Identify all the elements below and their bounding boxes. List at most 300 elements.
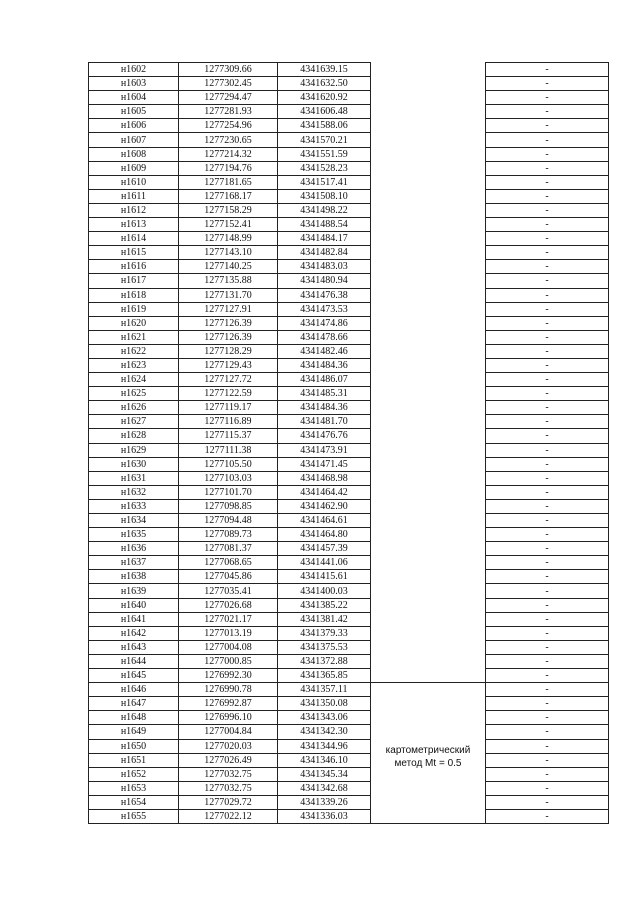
method-cell bbox=[371, 640, 486, 654]
y-coordinate-cell: 4341484.17 bbox=[278, 232, 371, 246]
point-id-cell: н1619 bbox=[89, 302, 179, 316]
y-coordinate-cell: 4341350.08 bbox=[278, 697, 371, 711]
x-coordinate-cell: 1277022.12 bbox=[179, 809, 278, 823]
accuracy-cell: - bbox=[486, 119, 609, 133]
table-row bbox=[89, 147, 609, 161]
method-cell bbox=[371, 514, 486, 528]
accuracy-cell: - bbox=[486, 401, 609, 415]
x-coordinate-cell: 1277020.03 bbox=[179, 739, 278, 753]
x-coordinate-cell: 1277194.76 bbox=[179, 161, 278, 175]
point-id-cell: н1623 bbox=[89, 358, 179, 372]
y-coordinate-cell: 4341476.76 bbox=[278, 429, 371, 443]
x-coordinate-cell: 1277013.19 bbox=[179, 626, 278, 640]
point-id-cell: н1647 bbox=[89, 697, 179, 711]
accuracy-cell: - bbox=[486, 711, 609, 725]
y-coordinate-cell: 4341385.22 bbox=[278, 598, 371, 612]
y-coordinate-cell: 4341343.06 bbox=[278, 711, 371, 725]
x-coordinate-cell: 1277029.72 bbox=[179, 795, 278, 809]
y-coordinate-cell: 4341588.06 bbox=[278, 119, 371, 133]
table-row bbox=[89, 175, 609, 189]
table-row bbox=[89, 612, 609, 626]
accuracy-cell: - bbox=[486, 274, 609, 288]
point-id-cell: н1620 bbox=[89, 316, 179, 330]
y-coordinate-cell: 4341483.03 bbox=[278, 260, 371, 274]
y-coordinate-cell: 4341474.86 bbox=[278, 316, 371, 330]
x-coordinate-cell: 1277000.85 bbox=[179, 654, 278, 668]
point-id-cell: н1608 bbox=[89, 147, 179, 161]
x-coordinate-cell: 1277135.88 bbox=[179, 274, 278, 288]
x-coordinate-cell: 1277032.75 bbox=[179, 767, 278, 781]
method-cell bbox=[371, 175, 486, 189]
method-cell bbox=[371, 358, 486, 372]
accuracy-cell: - bbox=[486, 443, 609, 457]
table-row bbox=[89, 443, 609, 457]
y-coordinate-cell: 4341632.50 bbox=[278, 77, 371, 91]
method-cell bbox=[371, 274, 486, 288]
method-cell bbox=[371, 654, 486, 668]
accuracy-cell: - bbox=[486, 683, 609, 697]
method-cell bbox=[371, 77, 486, 91]
x-coordinate-cell: 1277094.48 bbox=[179, 514, 278, 528]
table-row bbox=[89, 387, 609, 401]
x-coordinate-cell: 1277129.43 bbox=[179, 358, 278, 372]
x-coordinate-cell: 1277122.59 bbox=[179, 387, 278, 401]
method-cell bbox=[371, 344, 486, 358]
y-coordinate-cell: 4341464.61 bbox=[278, 514, 371, 528]
method-cell bbox=[371, 457, 486, 471]
point-id-cell: н1630 bbox=[89, 457, 179, 471]
x-coordinate-cell: 1277214.32 bbox=[179, 147, 278, 161]
point-id-cell: н1643 bbox=[89, 640, 179, 654]
y-coordinate-cell: 4341468.98 bbox=[278, 471, 371, 485]
point-id-cell: н1611 bbox=[89, 189, 179, 203]
y-coordinate-cell: 4341482.46 bbox=[278, 344, 371, 358]
x-coordinate-cell: 1277168.17 bbox=[179, 189, 278, 203]
table-row bbox=[89, 63, 609, 77]
x-coordinate-cell: 1277035.41 bbox=[179, 584, 278, 598]
method-cell bbox=[371, 387, 486, 401]
accuracy-cell: - bbox=[486, 471, 609, 485]
accuracy-cell: - bbox=[486, 260, 609, 274]
x-coordinate-cell: 1277103.03 bbox=[179, 471, 278, 485]
y-coordinate-cell: 4341482.84 bbox=[278, 246, 371, 260]
point-id-cell: н1617 bbox=[89, 274, 179, 288]
method-cell bbox=[371, 232, 486, 246]
table-row bbox=[89, 683, 609, 697]
accuracy-cell: - bbox=[486, 669, 609, 683]
accuracy-cell: - bbox=[486, 556, 609, 570]
y-coordinate-cell: 4341365.85 bbox=[278, 669, 371, 683]
accuracy-cell: - bbox=[486, 373, 609, 387]
point-id-cell: н1648 bbox=[89, 711, 179, 725]
accuracy-cell: - bbox=[486, 753, 609, 767]
x-coordinate-cell: 1277004.08 bbox=[179, 640, 278, 654]
y-coordinate-cell: 4341517.41 bbox=[278, 175, 371, 189]
table-row bbox=[89, 471, 609, 485]
y-coordinate-cell: 4341486.07 bbox=[278, 373, 371, 387]
point-id-cell: н1613 bbox=[89, 218, 179, 232]
method-cell bbox=[371, 302, 486, 316]
x-coordinate-cell: 1277127.91 bbox=[179, 302, 278, 316]
accuracy-cell: - bbox=[486, 514, 609, 528]
table-row bbox=[89, 232, 609, 246]
y-coordinate-cell: 4341357.11 bbox=[278, 683, 371, 697]
accuracy-cell: - bbox=[486, 147, 609, 161]
accuracy-cell: - bbox=[486, 795, 609, 809]
x-coordinate-cell: 1277302.45 bbox=[179, 77, 278, 91]
x-coordinate-cell: 1277148.99 bbox=[179, 232, 278, 246]
x-coordinate-cell: 1276990.78 bbox=[179, 683, 278, 697]
accuracy-cell: - bbox=[486, 387, 609, 401]
method-cell bbox=[371, 443, 486, 457]
y-coordinate-cell: 4341379.33 bbox=[278, 626, 371, 640]
accuracy-cell: - bbox=[486, 91, 609, 105]
x-coordinate-cell: 1276996.10 bbox=[179, 711, 278, 725]
table-row bbox=[89, 514, 609, 528]
y-coordinate-cell: 4341606.48 bbox=[278, 105, 371, 119]
accuracy-cell: - bbox=[486, 316, 609, 330]
x-coordinate-cell: 1277158.29 bbox=[179, 203, 278, 217]
point-id-cell: н1646 bbox=[89, 683, 179, 697]
point-id-cell: н1603 bbox=[89, 77, 179, 91]
x-coordinate-cell: 1277105.50 bbox=[179, 457, 278, 471]
table-row bbox=[89, 260, 609, 274]
point-id-cell: н1627 bbox=[89, 415, 179, 429]
y-coordinate-cell: 4341476.38 bbox=[278, 288, 371, 302]
table-row bbox=[89, 288, 609, 302]
accuracy-cell: - bbox=[486, 612, 609, 626]
x-coordinate-cell: 1277181.65 bbox=[179, 175, 278, 189]
method-cell bbox=[371, 203, 486, 217]
accuracy-cell: - bbox=[486, 570, 609, 584]
x-coordinate-cell: 1277309.66 bbox=[179, 63, 278, 77]
x-coordinate-cell: 1277032.75 bbox=[179, 781, 278, 795]
x-coordinate-cell: 1277254.96 bbox=[179, 119, 278, 133]
accuracy-cell: - bbox=[486, 528, 609, 542]
point-id-cell: н1652 bbox=[89, 767, 179, 781]
table-row bbox=[89, 429, 609, 443]
point-id-cell: н1641 bbox=[89, 612, 179, 626]
x-coordinate-cell: 1277294.47 bbox=[179, 91, 278, 105]
x-coordinate-cell: 1277026.49 bbox=[179, 753, 278, 767]
table-row bbox=[89, 401, 609, 415]
coordinates-table bbox=[88, 62, 609, 824]
method-cell bbox=[371, 485, 486, 499]
x-coordinate-cell: 1277152.41 bbox=[179, 218, 278, 232]
y-coordinate-cell: 4341528.23 bbox=[278, 161, 371, 175]
x-coordinate-cell: 1277068.65 bbox=[179, 556, 278, 570]
table-row bbox=[89, 119, 609, 133]
method-cell bbox=[371, 429, 486, 443]
accuracy-cell: - bbox=[486, 626, 609, 640]
y-coordinate-cell: 4341342.30 bbox=[278, 725, 371, 739]
x-coordinate-cell: 1277045.86 bbox=[179, 570, 278, 584]
point-id-cell: н1640 bbox=[89, 598, 179, 612]
table-row bbox=[89, 457, 609, 471]
point-id-cell: н1621 bbox=[89, 330, 179, 344]
y-coordinate-cell: 4341488.54 bbox=[278, 218, 371, 232]
table-row bbox=[89, 753, 609, 767]
accuracy-cell: - bbox=[486, 640, 609, 654]
x-coordinate-cell: 1277116.89 bbox=[179, 415, 278, 429]
point-id-cell: н1622 bbox=[89, 344, 179, 358]
point-id-cell: н1629 bbox=[89, 443, 179, 457]
method-cell bbox=[371, 499, 486, 513]
method-cell bbox=[371, 161, 486, 175]
method-cell bbox=[371, 189, 486, 203]
accuracy-cell: - bbox=[486, 584, 609, 598]
x-coordinate-cell: 1277126.39 bbox=[179, 316, 278, 330]
x-coordinate-cell: 1277101.70 bbox=[179, 485, 278, 499]
y-coordinate-cell: 4341400.03 bbox=[278, 584, 371, 598]
table-row bbox=[89, 302, 609, 316]
point-id-cell: н1628 bbox=[89, 429, 179, 443]
x-coordinate-cell: 1277115.37 bbox=[179, 429, 278, 443]
table-row bbox=[89, 344, 609, 358]
y-coordinate-cell: 4341441.06 bbox=[278, 556, 371, 570]
point-id-cell: н1604 bbox=[89, 91, 179, 105]
table-row bbox=[89, 725, 609, 739]
y-coordinate-cell: 4341336.03 bbox=[278, 809, 371, 823]
point-id-cell: н1642 bbox=[89, 626, 179, 640]
point-id-cell: н1631 bbox=[89, 471, 179, 485]
table-row bbox=[89, 330, 609, 344]
table-row bbox=[89, 654, 609, 668]
x-coordinate-cell: 1277230.65 bbox=[179, 133, 278, 147]
x-coordinate-cell: 1276992.87 bbox=[179, 697, 278, 711]
coordinates-table-body bbox=[89, 63, 609, 824]
point-id-cell: н1649 bbox=[89, 725, 179, 739]
y-coordinate-cell: 4341457.39 bbox=[278, 542, 371, 556]
x-coordinate-cell: 1277131.70 bbox=[179, 288, 278, 302]
point-id-cell: н1614 bbox=[89, 232, 179, 246]
accuracy-cell: - bbox=[486, 133, 609, 147]
accuracy-cell: - bbox=[486, 542, 609, 556]
method-cell bbox=[371, 415, 486, 429]
table-row bbox=[89, 189, 609, 203]
table-row bbox=[89, 767, 609, 781]
point-id-cell: н1655 bbox=[89, 809, 179, 823]
point-id-cell: н1645 bbox=[89, 669, 179, 683]
accuracy-cell: - bbox=[486, 105, 609, 119]
point-id-cell: н1650 bbox=[89, 739, 179, 753]
method-cell bbox=[371, 147, 486, 161]
table-row bbox=[89, 570, 609, 584]
table-row bbox=[89, 246, 609, 260]
accuracy-cell: - bbox=[486, 739, 609, 753]
x-coordinate-cell: 1277119.17 bbox=[179, 401, 278, 415]
accuracy-cell: - bbox=[486, 598, 609, 612]
y-coordinate-cell: 4341481.70 bbox=[278, 415, 371, 429]
x-coordinate-cell: 1277143.10 bbox=[179, 246, 278, 260]
table-row bbox=[89, 91, 609, 105]
method-cell bbox=[371, 105, 486, 119]
table-row bbox=[89, 626, 609, 640]
table-row bbox=[89, 640, 609, 654]
point-id-cell: н1633 bbox=[89, 499, 179, 513]
point-id-cell: н1653 bbox=[89, 781, 179, 795]
accuracy-cell: - bbox=[486, 781, 609, 795]
table-row bbox=[89, 485, 609, 499]
y-coordinate-cell: 4341471.45 bbox=[278, 457, 371, 471]
point-id-cell: н1615 bbox=[89, 246, 179, 260]
point-id-cell: н1637 bbox=[89, 556, 179, 570]
table-row bbox=[89, 105, 609, 119]
accuracy-cell: - bbox=[486, 189, 609, 203]
method-cell bbox=[371, 401, 486, 415]
accuracy-cell: - bbox=[486, 429, 609, 443]
point-id-cell: н1612 bbox=[89, 203, 179, 217]
point-id-cell: н1632 bbox=[89, 485, 179, 499]
table-row bbox=[89, 795, 609, 809]
y-coordinate-cell: 4341344.96 bbox=[278, 739, 371, 753]
point-id-cell: н1638 bbox=[89, 570, 179, 584]
method-cell bbox=[371, 119, 486, 133]
method-cell bbox=[371, 91, 486, 105]
point-id-cell: н1607 bbox=[89, 133, 179, 147]
accuracy-cell: - bbox=[486, 415, 609, 429]
table-row bbox=[89, 373, 609, 387]
accuracy-cell: - bbox=[486, 218, 609, 232]
y-coordinate-cell: 4341473.53 bbox=[278, 302, 371, 316]
y-coordinate-cell: 4341381.42 bbox=[278, 612, 371, 626]
y-coordinate-cell: 4341464.80 bbox=[278, 528, 371, 542]
y-coordinate-cell: 4341375.53 bbox=[278, 640, 371, 654]
accuracy-cell: - bbox=[486, 809, 609, 823]
point-id-cell: н1605 bbox=[89, 105, 179, 119]
accuracy-cell: - bbox=[486, 63, 609, 77]
y-coordinate-cell: 4341464.42 bbox=[278, 485, 371, 499]
accuracy-cell: - bbox=[486, 77, 609, 91]
method-cell bbox=[371, 626, 486, 640]
x-coordinate-cell: 1277111.38 bbox=[179, 443, 278, 457]
y-coordinate-cell: 4341473.91 bbox=[278, 443, 371, 457]
accuracy-cell: - bbox=[486, 654, 609, 668]
y-coordinate-cell: 4341570.21 bbox=[278, 133, 371, 147]
y-coordinate-cell: 4341639.15 bbox=[278, 63, 371, 77]
table-row bbox=[89, 584, 609, 598]
y-coordinate-cell: 4341551.59 bbox=[278, 147, 371, 161]
point-id-cell: н1625 bbox=[89, 387, 179, 401]
accuracy-cell: - bbox=[486, 725, 609, 739]
method-cell bbox=[371, 556, 486, 570]
point-id-cell: н1635 bbox=[89, 528, 179, 542]
method-cell bbox=[371, 612, 486, 626]
table-row bbox=[89, 598, 609, 612]
method-cell bbox=[371, 330, 486, 344]
x-coordinate-cell: 1277128.29 bbox=[179, 344, 278, 358]
y-coordinate-cell: 4341508.10 bbox=[278, 189, 371, 203]
table-row bbox=[89, 809, 609, 823]
point-id-cell: н1618 bbox=[89, 288, 179, 302]
table-row bbox=[89, 133, 609, 147]
accuracy-cell: - bbox=[486, 344, 609, 358]
table-row bbox=[89, 218, 609, 232]
x-coordinate-cell: 1277098.85 bbox=[179, 499, 278, 513]
accuracy-cell: - bbox=[486, 246, 609, 260]
x-coordinate-cell: 1277127.72 bbox=[179, 373, 278, 387]
method-cell bbox=[371, 471, 486, 485]
table-row bbox=[89, 781, 609, 795]
y-coordinate-cell: 4341478.66 bbox=[278, 330, 371, 344]
point-id-cell: н1634 bbox=[89, 514, 179, 528]
accuracy-cell: - bbox=[486, 203, 609, 217]
table-row bbox=[89, 203, 609, 217]
point-id-cell: н1610 bbox=[89, 175, 179, 189]
x-coordinate-cell: 1277126.39 bbox=[179, 330, 278, 344]
point-id-cell: н1639 bbox=[89, 584, 179, 598]
method-cell bbox=[371, 316, 486, 330]
table-row bbox=[89, 161, 609, 175]
table-row bbox=[89, 358, 609, 372]
point-id-cell: н1636 bbox=[89, 542, 179, 556]
accuracy-cell: - bbox=[486, 232, 609, 246]
point-id-cell: н1609 bbox=[89, 161, 179, 175]
method-cell bbox=[371, 246, 486, 260]
y-coordinate-cell: 4341484.36 bbox=[278, 401, 371, 415]
method-cell bbox=[371, 598, 486, 612]
method-cell bbox=[371, 133, 486, 147]
point-id-cell: н1616 bbox=[89, 260, 179, 274]
method-cell bbox=[371, 669, 486, 683]
method-cell bbox=[371, 570, 486, 584]
method-cell bbox=[371, 528, 486, 542]
table-row bbox=[89, 542, 609, 556]
point-id-cell: н1602 bbox=[89, 63, 179, 77]
table-row bbox=[89, 556, 609, 570]
x-coordinate-cell: 1276992.30 bbox=[179, 669, 278, 683]
table-row bbox=[89, 316, 609, 330]
accuracy-cell: - bbox=[486, 161, 609, 175]
method-cell bbox=[371, 288, 486, 302]
point-id-cell: н1651 bbox=[89, 753, 179, 767]
y-coordinate-cell: 4341339.26 bbox=[278, 795, 371, 809]
y-coordinate-cell: 4341620.92 bbox=[278, 91, 371, 105]
accuracy-cell: - bbox=[486, 358, 609, 372]
point-id-cell: н1654 bbox=[89, 795, 179, 809]
x-coordinate-cell: 1277026.68 bbox=[179, 598, 278, 612]
table-row bbox=[89, 711, 609, 725]
point-id-cell: н1624 bbox=[89, 373, 179, 387]
x-coordinate-cell: 1277021.17 bbox=[179, 612, 278, 626]
method-cell bbox=[371, 373, 486, 387]
y-coordinate-cell: 4341462.90 bbox=[278, 499, 371, 513]
method-cell bbox=[371, 542, 486, 556]
x-coordinate-cell: 1277140.25 bbox=[179, 260, 278, 274]
y-coordinate-cell: 4341415.61 bbox=[278, 570, 371, 584]
y-coordinate-cell: 4341346.10 bbox=[278, 753, 371, 767]
method-cell bbox=[371, 63, 486, 77]
x-coordinate-cell: 1277281.93 bbox=[179, 105, 278, 119]
method-cell bbox=[371, 260, 486, 274]
point-id-cell: н1626 bbox=[89, 401, 179, 415]
accuracy-cell: - bbox=[486, 499, 609, 513]
accuracy-cell: - bbox=[486, 485, 609, 499]
table-row bbox=[89, 739, 609, 753]
table-row bbox=[89, 77, 609, 91]
point-id-cell: н1606 bbox=[89, 119, 179, 133]
x-coordinate-cell: 1277081.37 bbox=[179, 542, 278, 556]
accuracy-cell: - bbox=[486, 457, 609, 471]
method-cell bbox=[371, 584, 486, 598]
y-coordinate-cell: 4341480.94 bbox=[278, 274, 371, 288]
accuracy-cell: - bbox=[486, 697, 609, 711]
table-row bbox=[89, 528, 609, 542]
method-cell bbox=[371, 218, 486, 232]
method-description-cell: картометрический метод Mt = 0.5 bbox=[371, 683, 486, 824]
y-coordinate-cell: 4341342.68 bbox=[278, 781, 371, 795]
x-coordinate-cell: 1277004.84 bbox=[179, 725, 278, 739]
